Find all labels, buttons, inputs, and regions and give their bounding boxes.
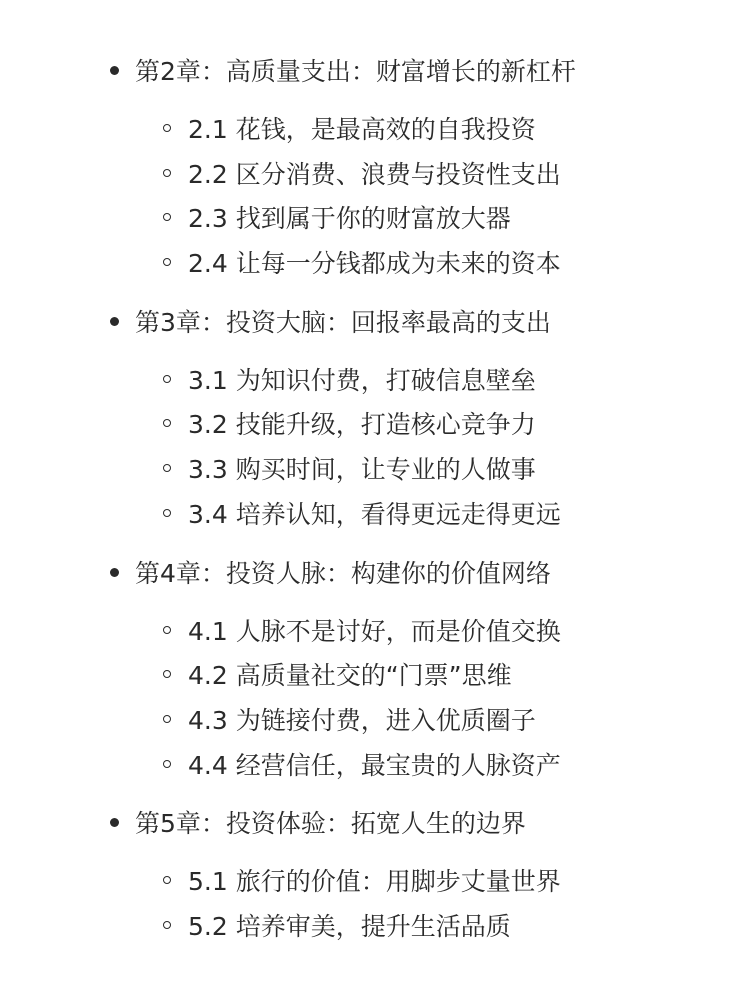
section-item bbox=[0, 610, 750, 655]
section-item bbox=[0, 905, 750, 950]
section-item bbox=[0, 359, 750, 404]
chapter-heading bbox=[0, 301, 750, 345]
section-item bbox=[0, 403, 750, 448]
section-list bbox=[0, 860, 750, 949]
hollow-bullet-icon bbox=[163, 124, 171, 132]
section-title: 3.1 为知识付费，打破信息壁垒 bbox=[188, 365, 536, 395]
section-item bbox=[0, 197, 750, 242]
filled-bullet-icon bbox=[110, 66, 119, 75]
hollow-bullet-icon bbox=[163, 169, 171, 177]
section-item bbox=[0, 860, 750, 905]
chapter-title: 第3章：投资大脑：回报率最高的支出 bbox=[135, 307, 551, 337]
section-item bbox=[0, 153, 750, 198]
section-list bbox=[0, 610, 750, 789]
chapter-title: 第4章：投资人脉：构建你的价值网络 bbox=[135, 558, 551, 588]
hollow-bullet-icon bbox=[163, 213, 171, 221]
chapter-2 bbox=[0, 50, 750, 287]
filled-bullet-icon bbox=[110, 317, 119, 326]
section-title: 4.3 为链接付费，进入优质圈子 bbox=[188, 705, 536, 735]
section-item bbox=[0, 448, 750, 493]
hollow-bullet-icon bbox=[163, 509, 171, 517]
filled-bullet-icon bbox=[110, 568, 119, 577]
hollow-bullet-icon bbox=[163, 464, 171, 472]
chapter-5 bbox=[0, 802, 750, 949]
section-item bbox=[0, 654, 750, 699]
section-title: 4.4 经营信任，最宝贵的人脉资产 bbox=[188, 750, 561, 780]
hollow-bullet-icon bbox=[163, 375, 171, 383]
section-title: 3.4 培养认知，看得更远走得更远 bbox=[188, 499, 561, 529]
hollow-bullet-icon bbox=[163, 876, 171, 884]
section-title: 2.4 让每一分钱都成为未来的资本 bbox=[188, 249, 561, 279]
section-title: 4.1 人脉不是讨好，而是价值交换 bbox=[188, 616, 561, 646]
section-title: 2.3 找到属于你的财富放大器 bbox=[188, 204, 511, 234]
hollow-bullet-icon bbox=[163, 626, 171, 634]
section-list bbox=[0, 359, 750, 538]
chapter-heading bbox=[0, 802, 750, 846]
section-title: 3.3 购买时间，让专业的人做事 bbox=[188, 455, 536, 485]
chapter-3 bbox=[0, 301, 750, 538]
section-title: 4.2 高质量社交的“门票”思维 bbox=[188, 661, 512, 691]
hollow-bullet-icon bbox=[163, 670, 171, 678]
hollow-bullet-icon bbox=[163, 258, 171, 266]
chapter-outline bbox=[0, 50, 750, 964]
section-item bbox=[0, 493, 750, 538]
hollow-bullet-icon bbox=[163, 921, 171, 929]
section-title: 5.2 培养审美，提升生活品质 bbox=[188, 911, 511, 941]
hollow-bullet-icon bbox=[163, 760, 171, 768]
chapter-title: 第2章：高质量支出：财富增长的新杠杆 bbox=[135, 57, 576, 86]
section-title: 2.2 区分消费、浪费与投资性支出 bbox=[188, 159, 561, 189]
section-item bbox=[0, 699, 750, 744]
section-item bbox=[0, 108, 750, 153]
hollow-bullet-icon bbox=[163, 715, 171, 723]
hollow-bullet-icon bbox=[163, 419, 171, 427]
chapter-heading bbox=[0, 50, 750, 94]
chapter-title: 第5章：投资体验：拓宽人生的边界 bbox=[135, 809, 526, 839]
section-item bbox=[0, 242, 750, 287]
section-title: 3.2 技能升级，打造核心竞争力 bbox=[188, 410, 536, 440]
section-title: 5.1 旅行的价值：用脚步丈量世界 bbox=[188, 867, 561, 897]
section-list bbox=[0, 108, 750, 287]
filled-bullet-icon bbox=[110, 818, 119, 827]
section-title: 2.1 花钱，是最高效的自我投资 bbox=[188, 115, 536, 144]
chapter-heading bbox=[0, 552, 750, 596]
chapter-4 bbox=[0, 552, 750, 789]
section-item bbox=[0, 744, 750, 789]
